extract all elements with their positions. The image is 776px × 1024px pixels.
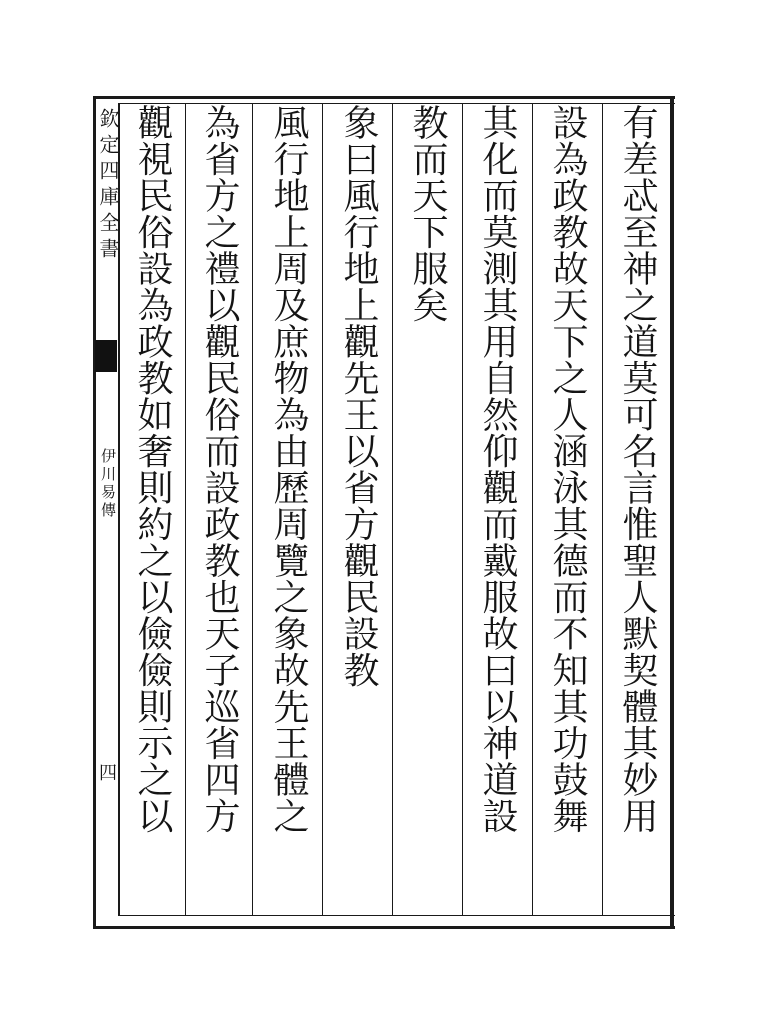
header-title [96,108,120,264]
top-border-outer [93,96,675,99]
column-divider [462,103,463,916]
column-divider [532,103,533,916]
text-column-6 [266,104,310,914]
text-column-3 [475,104,519,914]
column-divider [392,103,393,916]
text-column-2 [545,104,589,914]
text-column-1 [615,104,659,914]
bottom-border-inner [120,915,675,916]
column-divider [252,103,253,916]
text-column-3-text: 其化而莫測其用自然仰觀而戴服故曰以神道設 [477,104,518,834]
text-column-2-text: 設為政教故天下之人涵泳其德而不知其功鼓舞 [547,104,588,834]
text-column-7-text: 為省方之禮以觀民俗而設政教也天子巡省四方 [199,104,240,834]
column-divider [185,103,186,916]
source-label [96,448,120,520]
text-column-8 [130,104,174,914]
text-column-5 [336,104,380,914]
text-column-4 [405,104,449,914]
source-label-text: 伊川易傳 [99,448,117,520]
text-column-5-text: 象曰風行地上觀先王以省方觀民設教 [338,104,379,688]
page-number [96,762,120,786]
bottom-border-outer [93,926,675,929]
text-column-6-text: 風行地上周及庶物為由歷周覽之象故先王體之 [268,104,309,834]
page-number-text: 四 [99,763,117,784]
column-divider [602,103,603,916]
right-border [670,96,674,929]
text-column-1-text: 有差忒至神之道莫可名言惟聖人默契體其妙用 [617,104,658,834]
fold-marker [95,340,117,372]
text-column-7 [197,104,241,914]
header-title-text: 欽定四庫全書 [96,108,120,264]
text-column-4-text: 教而天下服矣 [407,104,448,323]
column-divider [322,103,323,916]
text-column-8-text: 觀視民俗設為政教如奢則約之以儉儉則示之以 [132,104,173,834]
